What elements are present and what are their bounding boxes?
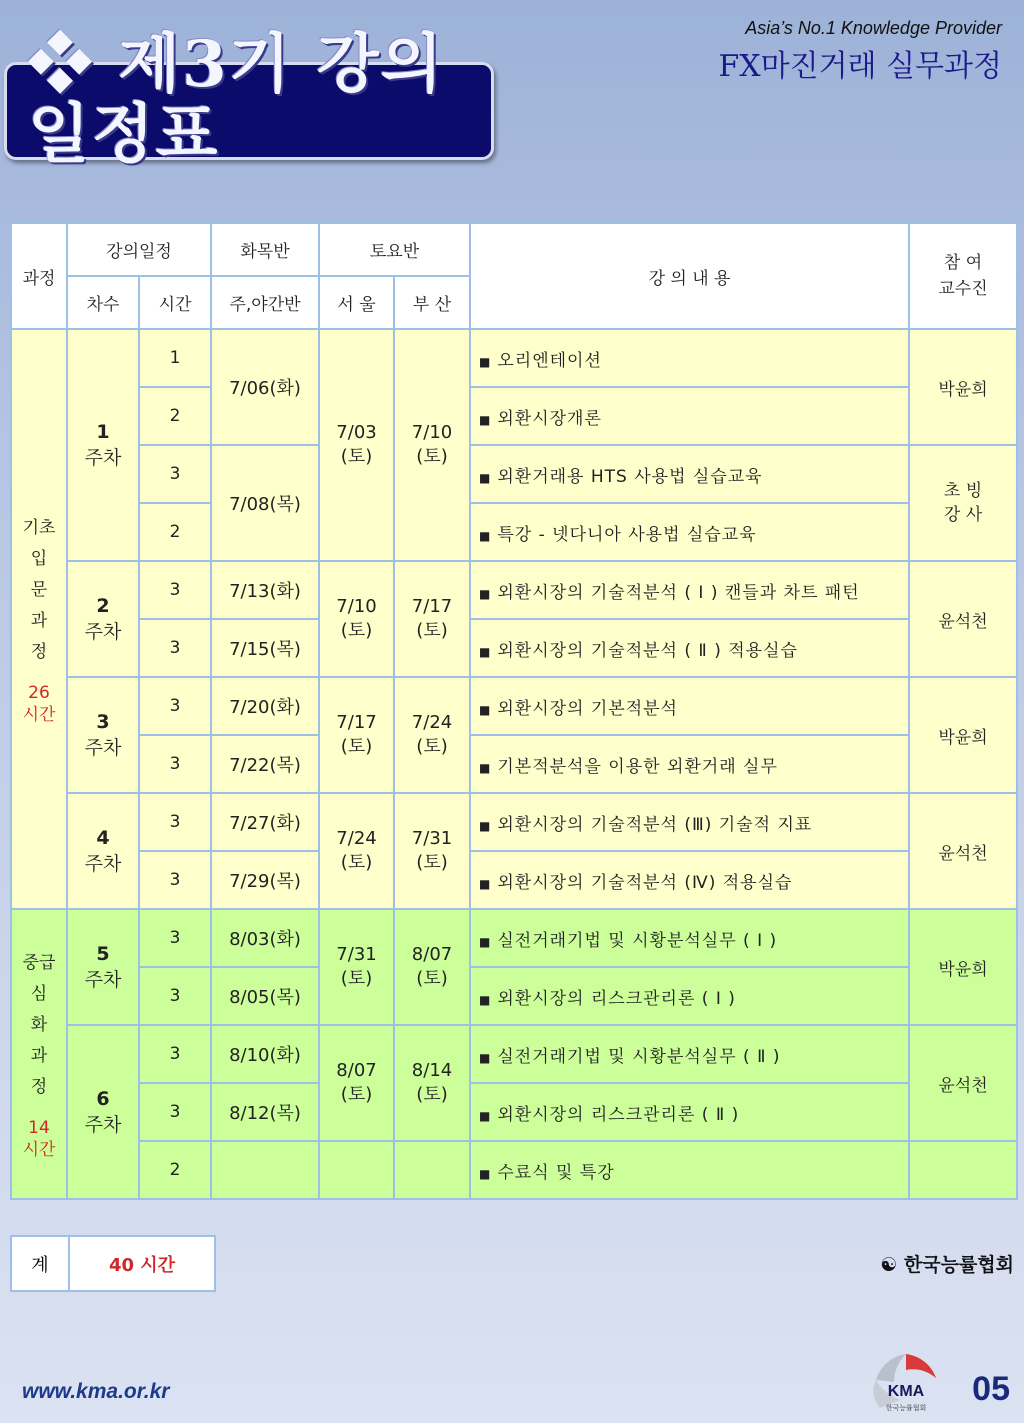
header-wedthu: 화목반 bbox=[211, 223, 319, 276]
hours-cell: 3 bbox=[139, 561, 211, 619]
seoul-date: 7/10 (토) bbox=[319, 561, 394, 677]
table-row bbox=[11, 1083, 1017, 1141]
header-saturday: 토요반 bbox=[319, 223, 470, 276]
week-cell bbox=[67, 1025, 139, 1199]
content-cell: ■ 외환시장의 리스크관리론 ( Ⅱ ) bbox=[470, 1083, 909, 1141]
group-inter-hours: 14 시간 bbox=[22, 1117, 56, 1160]
instructor-cell: 윤석천 bbox=[909, 793, 1017, 909]
hours-cell: 3 bbox=[139, 793, 211, 851]
content-text: 외환시장의 기술적분석 ( Ⅰ ) 캔들과 차트 패턴 bbox=[497, 582, 860, 603]
header-instructors: 참 여 교수진 bbox=[909, 223, 1017, 329]
header-hours: 시간 bbox=[139, 276, 211, 329]
week-label bbox=[68, 421, 138, 470]
week-suffix: 주차 bbox=[84, 736, 122, 759]
content-cell: ■ 오리엔테이션 bbox=[470, 329, 909, 387]
week-cell bbox=[67, 909, 139, 1025]
content-cell: ■ 실전거래기법 및 시황분석실무 ( Ⅰ ) bbox=[470, 909, 909, 967]
group-basic-hours: 26 시간 bbox=[22, 682, 56, 725]
hours-cell: 2 bbox=[139, 1141, 211, 1199]
content-cell: ■ 외환시장의 기술적분석 (Ⅳ) 적용실습 bbox=[470, 851, 909, 909]
week-number: 6 bbox=[96, 1087, 110, 1110]
table-row bbox=[11, 561, 1017, 619]
content-text: 수료식 및 특강 bbox=[497, 1162, 615, 1183]
tagline: Asia’s No.1 Knowledge Provider bbox=[745, 18, 1002, 38]
instructor-cell: 윤석천 bbox=[909, 561, 1017, 677]
content-text: 외환거래용 HTS 사용법 실습교육 bbox=[497, 466, 763, 487]
weekday-date: 7/06(화) bbox=[211, 329, 319, 445]
week-cell bbox=[67, 793, 139, 909]
week-cell bbox=[67, 329, 139, 561]
table-row bbox=[11, 793, 1017, 851]
seoul-date: 8/07 (토) bbox=[319, 1025, 394, 1141]
content-cell: ■ 외환시장개론 bbox=[470, 387, 909, 445]
hours-cell: 3 bbox=[139, 445, 211, 503]
content-cell: ■ 특강 - 넷다니아 사용법 실습교육 bbox=[470, 503, 909, 561]
content-text: 외환시장의 기술적분석 (Ⅲ) 기술적 지표 bbox=[497, 814, 813, 835]
table-row bbox=[11, 851, 1017, 909]
weekday-date bbox=[211, 1141, 319, 1199]
table-row bbox=[11, 329, 1017, 387]
table-row bbox=[11, 967, 1017, 1025]
busan-date: 7/31 (토) bbox=[394, 793, 470, 909]
content-text: 실전거래기법 및 시황분석실무 ( Ⅱ ) bbox=[497, 1046, 781, 1067]
table-row bbox=[11, 677, 1017, 735]
header-right bbox=[718, 18, 1002, 85]
weekday-date: 8/03(화) bbox=[211, 909, 319, 967]
content-cell: ■ 기본적분석을 이용한 외환거래 실무 bbox=[470, 735, 909, 793]
week-label bbox=[68, 711, 138, 760]
week-number: 2 bbox=[96, 594, 110, 617]
week-label bbox=[68, 1088, 138, 1137]
hours-cell: 3 bbox=[139, 677, 211, 735]
logo-swoosh-gray-1 bbox=[876, 1354, 906, 1382]
hours-cell: 3 bbox=[139, 735, 211, 793]
content-cell: ■ 외환시장의 기본적분석 bbox=[470, 677, 909, 735]
content-cell: ■ 외환시장의 기술적분석 (Ⅲ) 기술적 지표 bbox=[470, 793, 909, 851]
table-row bbox=[11, 909, 1017, 967]
logo-subtext: 한국능률협회 bbox=[885, 1404, 927, 1412]
seoul-date: 7/03 (토) bbox=[319, 329, 394, 561]
hours-cell: 3 bbox=[139, 1025, 211, 1083]
page-number: 05 bbox=[972, 1370, 1010, 1408]
weekday-date: 7/15(목) bbox=[211, 619, 319, 677]
content-cell: ■ 외환시장의 기술적분석 ( Ⅰ ) 캔들과 차트 패턴 bbox=[470, 561, 909, 619]
table-row bbox=[11, 1025, 1017, 1083]
instructor-cell bbox=[909, 1141, 1017, 1199]
table-row bbox=[11, 735, 1017, 793]
content-text: 특강 - 넷다니아 사용법 실습교육 bbox=[497, 524, 757, 545]
week-suffix: 주차 bbox=[84, 620, 122, 643]
hours-cell: 3 bbox=[139, 851, 211, 909]
busan-date: 8/14 (토) bbox=[394, 1025, 470, 1141]
week-number: 4 bbox=[96, 826, 110, 849]
weekday-date: 7/20(화) bbox=[211, 677, 319, 735]
table-row bbox=[11, 503, 1017, 561]
instructor-cell: 박윤희 bbox=[909, 909, 1017, 1025]
content-text: 실전거래기법 및 시황분석실무 ( Ⅰ ) bbox=[497, 930, 778, 951]
week-suffix: 주차 bbox=[84, 1113, 122, 1136]
header-course: 과정 bbox=[11, 223, 67, 329]
seoul-date: 7/31 (토) bbox=[319, 909, 394, 1025]
seoul-date: 7/24 (토) bbox=[319, 793, 394, 909]
week-number: 3 bbox=[96, 710, 110, 733]
weekday-date: 7/22(목) bbox=[211, 735, 319, 793]
week-label bbox=[68, 595, 138, 644]
hours-cell: 3 bbox=[139, 909, 211, 967]
table-row bbox=[11, 1141, 1017, 1199]
busan-date: 8/07 (토) bbox=[394, 909, 470, 1025]
total-value: 40 시간 bbox=[69, 1236, 215, 1291]
page-title: ❖ 제3기 강의일정표 bbox=[28, 27, 445, 172]
group-basic-label: 기초 입 문 과 정 bbox=[22, 517, 56, 662]
instructor-cell: 초 빙 강 사 bbox=[909, 445, 1017, 561]
header-busan: 부 산 bbox=[394, 276, 470, 329]
content-text: 외환시장의 리스크관리론 ( Ⅱ ) bbox=[497, 1104, 740, 1125]
group-inter-label: 중급 심 화 과 정 bbox=[22, 952, 56, 1097]
content-text: 기본적분석을 이용한 외환거래 실무 bbox=[497, 756, 778, 777]
content-cell: ■ 외환거래용 HTS 사용법 실습교육 bbox=[470, 445, 909, 503]
hours-cell: 3 bbox=[139, 967, 211, 1025]
course-title: FX마진거래 실무과정 bbox=[718, 49, 1002, 84]
content-cell: ■ 외환시장의 기술적분석 ( Ⅱ ) 적용실습 bbox=[470, 619, 909, 677]
seoul-date: 7/17 (토) bbox=[319, 677, 394, 793]
instructor-cell: 박윤희 bbox=[909, 677, 1017, 793]
weekday-date: 7/13(화) bbox=[211, 561, 319, 619]
header-daynight: 주,야간반 bbox=[211, 276, 319, 329]
weekday-date: 8/10(화) bbox=[211, 1025, 319, 1083]
hours-cell: 2 bbox=[139, 503, 211, 561]
weekday-date: 7/27(화) bbox=[211, 793, 319, 851]
week-number: 1 bbox=[96, 420, 110, 443]
busan-date: 7/24 (토) bbox=[394, 677, 470, 793]
hours-cell: 3 bbox=[139, 1083, 211, 1141]
busan-date: 7/17 (토) bbox=[394, 561, 470, 677]
content-cell: ■ 실전거래기법 및 시황분석실무 ( Ⅱ ) bbox=[470, 1025, 909, 1083]
website-link[interactable]: www.kma.or.kr bbox=[22, 1380, 170, 1403]
header-seoul: 서 울 bbox=[319, 276, 394, 329]
busan-date bbox=[394, 1141, 470, 1199]
instructor-cell: 윤석천 bbox=[909, 1025, 1017, 1141]
week-suffix: 주차 bbox=[84, 446, 122, 469]
logo-swoosh-red bbox=[906, 1354, 936, 1378]
week-suffix: 주차 bbox=[84, 968, 122, 991]
hours-cell: 1 bbox=[139, 329, 211, 387]
organization-name: ☯ 한국능률협회 bbox=[880, 1254, 1014, 1276]
week-number: 5 bbox=[96, 942, 110, 965]
week-suffix: 주차 bbox=[84, 852, 122, 875]
week-label bbox=[68, 943, 138, 992]
content-text: 외환시장개론 bbox=[497, 408, 602, 429]
week-label bbox=[68, 827, 138, 876]
instructor-cell: 박윤희 bbox=[909, 329, 1017, 445]
weekday-date: 8/12(목) bbox=[211, 1083, 319, 1141]
header-round: 차수 bbox=[67, 276, 139, 329]
content-cell: ■ 수료식 및 특강 bbox=[470, 1141, 909, 1199]
total-label: 계 bbox=[11, 1236, 69, 1291]
weekday-date: 7/29(목) bbox=[211, 851, 319, 909]
group-basic bbox=[11, 329, 67, 909]
table-row bbox=[11, 619, 1017, 677]
week-cell bbox=[67, 677, 139, 793]
content-cell: ■ 외환시장의 리스크관리론 ( Ⅰ ) bbox=[470, 967, 909, 1025]
kma-logo-icon bbox=[866, 1350, 946, 1420]
logo-text: KMA bbox=[887, 1383, 925, 1400]
week-cell bbox=[67, 561, 139, 677]
weekday-date: 8/05(목) bbox=[211, 967, 319, 1025]
hours-cell: 3 bbox=[139, 619, 211, 677]
table-row bbox=[11, 445, 1017, 503]
seoul-date bbox=[319, 1141, 394, 1199]
group-inter bbox=[11, 909, 67, 1199]
header-content: 강 의 내 용 bbox=[470, 223, 909, 329]
table-row bbox=[11, 387, 1017, 445]
busan-date: 7/10 (토) bbox=[394, 329, 470, 561]
content-text: 오리엔테이션 bbox=[497, 350, 602, 371]
total-table bbox=[10, 1235, 216, 1292]
content-text: 외환시장의 리스크관리론 ( Ⅰ ) bbox=[497, 988, 736, 1009]
content-text: 외환시장의 기술적분석 (Ⅳ) 적용실습 bbox=[497, 872, 793, 893]
hours-cell: 2 bbox=[139, 387, 211, 445]
schedule-table bbox=[10, 222, 1018, 1200]
weekday-date: 7/08(목) bbox=[211, 445, 319, 561]
content-text: 외환시장의 기술적분석 ( Ⅱ ) 적용실습 bbox=[497, 640, 798, 661]
content-text: 외환시장의 기본적분석 bbox=[497, 698, 678, 719]
header-schedule: 강의일정 bbox=[67, 223, 211, 276]
